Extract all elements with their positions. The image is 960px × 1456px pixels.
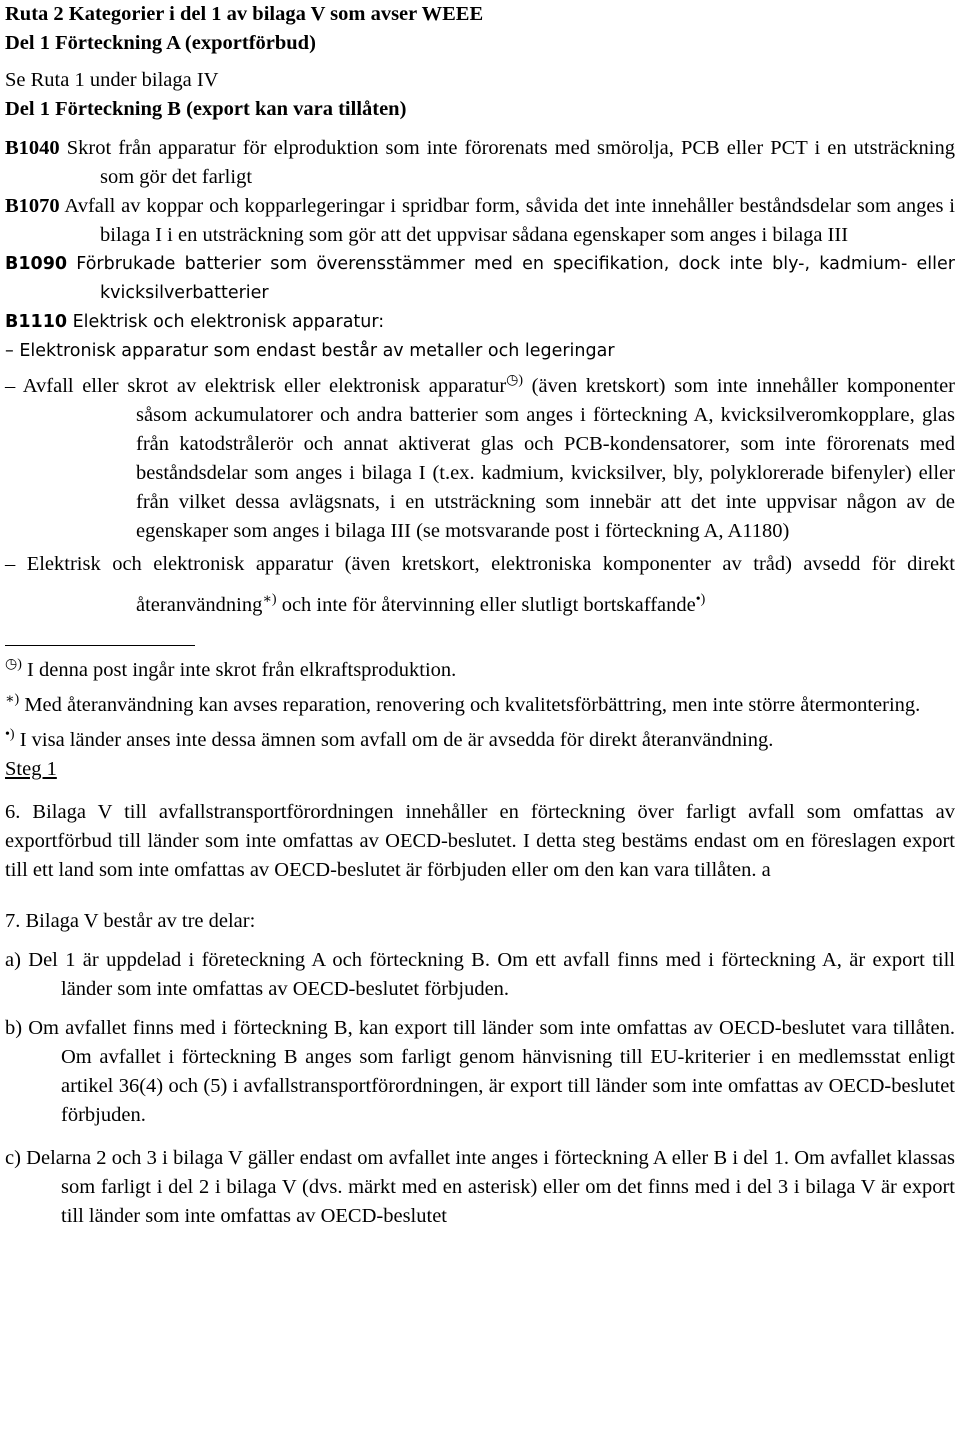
footnote-text: I visa länder anses inte dessa ämnen som avfall om de är avsedda för direkt återanvändning. [19, 729, 774, 751]
list-b-heading: Del 1 Förteckning B (export kan vara tillåten) [5, 98, 407, 120]
list-item-a: a) Del 1 är uppdelad i företeckning A och förteckning B. Om ett avfall finns med i förteckning A, är export till länder som inte omfattas av OECD-beslutet förbjuden. [5, 949, 955, 1000]
entry-code: B1090 [5, 254, 68, 274]
entry-b1090 [5, 250, 955, 308]
footnote-star [5, 685, 955, 720]
entry-b1040 [5, 134, 955, 192]
dash-item-scrap [5, 366, 955, 546]
entry-code: B1040 [5, 137, 60, 159]
star-footnote-marker: ∗) [262, 592, 277, 607]
footnote-dot [5, 720, 955, 755]
dash-text-cont: och inte för återvinning eller slutligt bortskaffande [281, 594, 696, 616]
entry-text: Avfall av koppar och kopparlegeringar i spridbar form, såvida det inte innehåller beståndsdelar som anges i bilaga I i en utsträckning som gör att det uppvisar sådana egenskaper som anges i bilaga III [64, 195, 955, 246]
entry-text: Förbrukade batterier som överensstämmer med en specifikation, dock inte bly-, kadmium- eller kvicksilverbatterier [76, 254, 955, 303]
star-marker-icon: ∗) [5, 692, 20, 707]
dash-item-metals: – Elektronisk apparatur som endast består av metaller och legeringar [5, 341, 615, 361]
entry-code: B1070 [5, 195, 60, 217]
list-item-c: c) Delarna 2 och 3 i bilaga V gäller endast om avfallet inte anges i förteckning A eller B i del 1. Om avfallet klassas som farligt i del 2 i bilaga V (dvs. märkt med en asterisk) eller om det finns med i del 3 i bilaga V är export till länder som inte omfattas av OECD-beslutet [5, 1147, 955, 1227]
dot-marker-icon: •) [5, 727, 15, 742]
box-title: Ruta 2 Kategorier i del 1 av bilaga V som avser WEEE [5, 3, 484, 25]
entry-text: Skrot från apparatur för elproduktion som inte förorenats med smörolja, PCB eller PCT i en utsträckning som gör det farligt [66, 137, 956, 188]
entry-code: B1110 [5, 312, 68, 332]
clock-footnote-marker: ◷) [506, 373, 524, 388]
see-reference: Se Ruta 1 under bilaga IV [5, 69, 219, 91]
footnote-divider [5, 645, 195, 646]
footnote-text: I denna post ingår inte skrot från elkraftsproduktion. [27, 659, 457, 681]
footnote-clock [5, 650, 955, 685]
step-heading: Steg 1 [5, 758, 57, 780]
dash-text: – Avfall eller skrot av elektrisk eller elektronisk apparatur [5, 375, 507, 397]
clock-marker-icon: ◷) [5, 657, 22, 672]
entry-text: Elektrisk och elektronisk apparatur: [72, 312, 385, 332]
dash-text-cont: (även kretskort) som inte innehåller komponenter såsom ackumulatorer och andra batterier som anges i förteckning A, kvicksilveromkopplare, glas från katodstrålerör och annat aktiverat glas och PCB-kondensatorer, som inte förorenats med beståndsdelar som anges i bilaga I (t.ex. kadmium, kvicksilver, bly, polyklorerade bifenyler) eller från vilket dessa avlägsnats, i en utsträckning som innebär att det inte uppvisar någon av de egenskaper som anges i bilaga III (se motsvarande post i förteckning A, A1180) [136, 375, 956, 542]
dot-footnote-marker: •) [695, 592, 706, 607]
entry-b1070 [5, 192, 955, 250]
paragraph-7: 7. Bilaga V består av tre delar: [5, 910, 256, 932]
list-item-b: b) Om avfallet finns med i förteckning B, kan export till länder som inte omfattas av OECD-beslutet vara tillåten. Om avfallet i förteckning B anges som farligt genom hänvisning till EU-kriterier i en medlemsstat enligt artikel 36(4) och (5) i avfallstransportförordningen, är export till länder som inte omfattas av OECD-beslutet förbjuden. [5, 1017, 955, 1126]
dash-text: – Elektrisk och elektronisk apparatur (även kretskort, elektroniska komponenter av tråd) avsedd för direkt återanvändning [5, 553, 955, 616]
footnote-text: Med återanvändning kan avses reparation, renovering och kvalitetsförbättring, men inte större återmontering. [24, 694, 921, 716]
paragraph-6: 6. Bilaga V till avfallstransportförordningen innehåller en förteckning över farligt avfall som omfattas av exportförbud till länder som inte omfattas av OECD-beslutet. I detta steg bestäms endast om en föreslagen export till ett land som inte omfattas av OECD-beslutet är förbjuden eller om den kan vara tillåten. a [5, 801, 955, 881]
entry-b1110 [5, 308, 955, 337]
list-a-heading: Del 1 Förteckning A (exportförbud) [5, 32, 316, 54]
dash-item-reuse [5, 546, 955, 623]
